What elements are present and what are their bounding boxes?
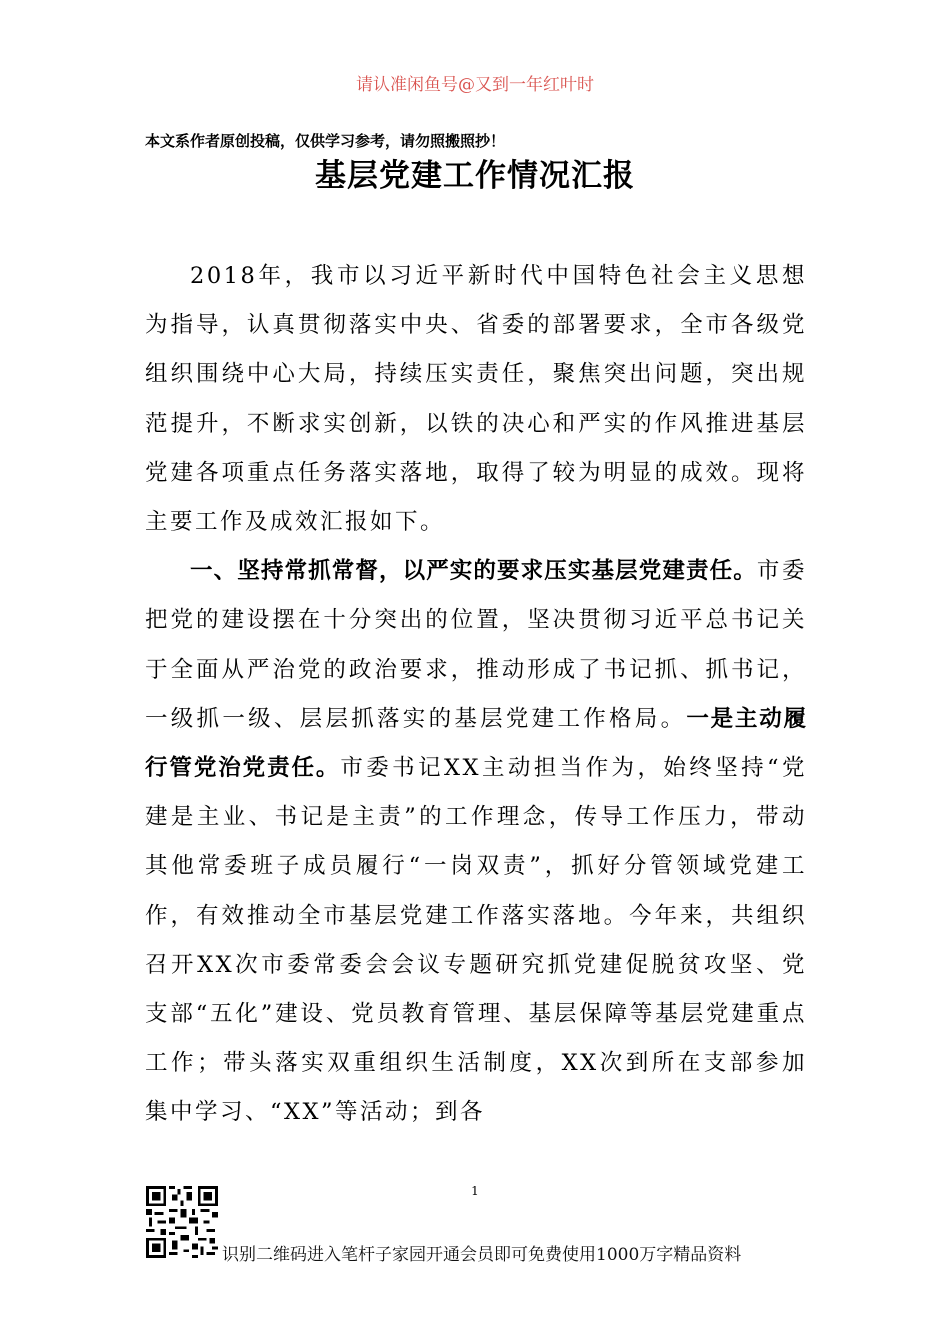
document-body	[145, 252, 807, 1138]
watermark-text: 请认准闲鱼号@又到一年红叶时	[356, 75, 594, 95]
point-text: 市委书记XX主动担当作为，始终坚持“党建是主业、书记是主责”的工作理念，传导工作压力，带动其他常委班子成员履行“一岗双责”，抓好分管领域党建工作，有效推动全市基层党建工作落实落地。今年来，共组织召开XX次市委常委会会议专题研究抓党建促脱贫攻坚、党支部“五化”建设、党员教育管理、基层保障等基层党建重点工作；带头落实双重组织生活制度，XX次到所在支部参加集中学习、“XX”等活动；到各	[145, 755, 807, 1126]
section-heading: 一、坚持常抓常督，以严实的要求压实基层党建责任。	[190, 558, 757, 585]
section-text: 市委把党的建设摆在十分突出的位置，坚决贯彻习近平总书记关于全面从严治党的政治要求，推动形成了书记抓、抓书记，一级抓一级、层层抓落实的基层党建工作格局。	[145, 558, 807, 732]
copyright-notice: 本文系作者原创投稿，仅供学习参考，请勿照搬照抄！	[145, 132, 506, 150]
document-title: 基层党建工作情况汇报	[315, 158, 635, 194]
point-heading: 一是主动履行管党治党责任。	[145, 705, 807, 782]
page-number: 1	[471, 1184, 479, 1198]
promo-text: 识别二维码进入笔杆子家园开通会员即可免费使用1000万字精品资料	[222, 1245, 742, 1265]
intro-paragraph: 2018年，我市以习近平新时代中国特色社会主义思想为指导，认真贯彻落实中央、省委的部署要求，全市各级党组织围绕中心大局，持续压实责任，聚焦突出问题，突出规范提升，不断求实创新，以铁的决心和严实的作风推进基层党建各项重点任务落实落地，取得了较为明显的成效。现将主要工作及成效汇报如下。	[145, 263, 807, 536]
section-paragraph	[145, 547, 807, 1137]
qr-code-icon[interactable]	[146, 1186, 218, 1258]
